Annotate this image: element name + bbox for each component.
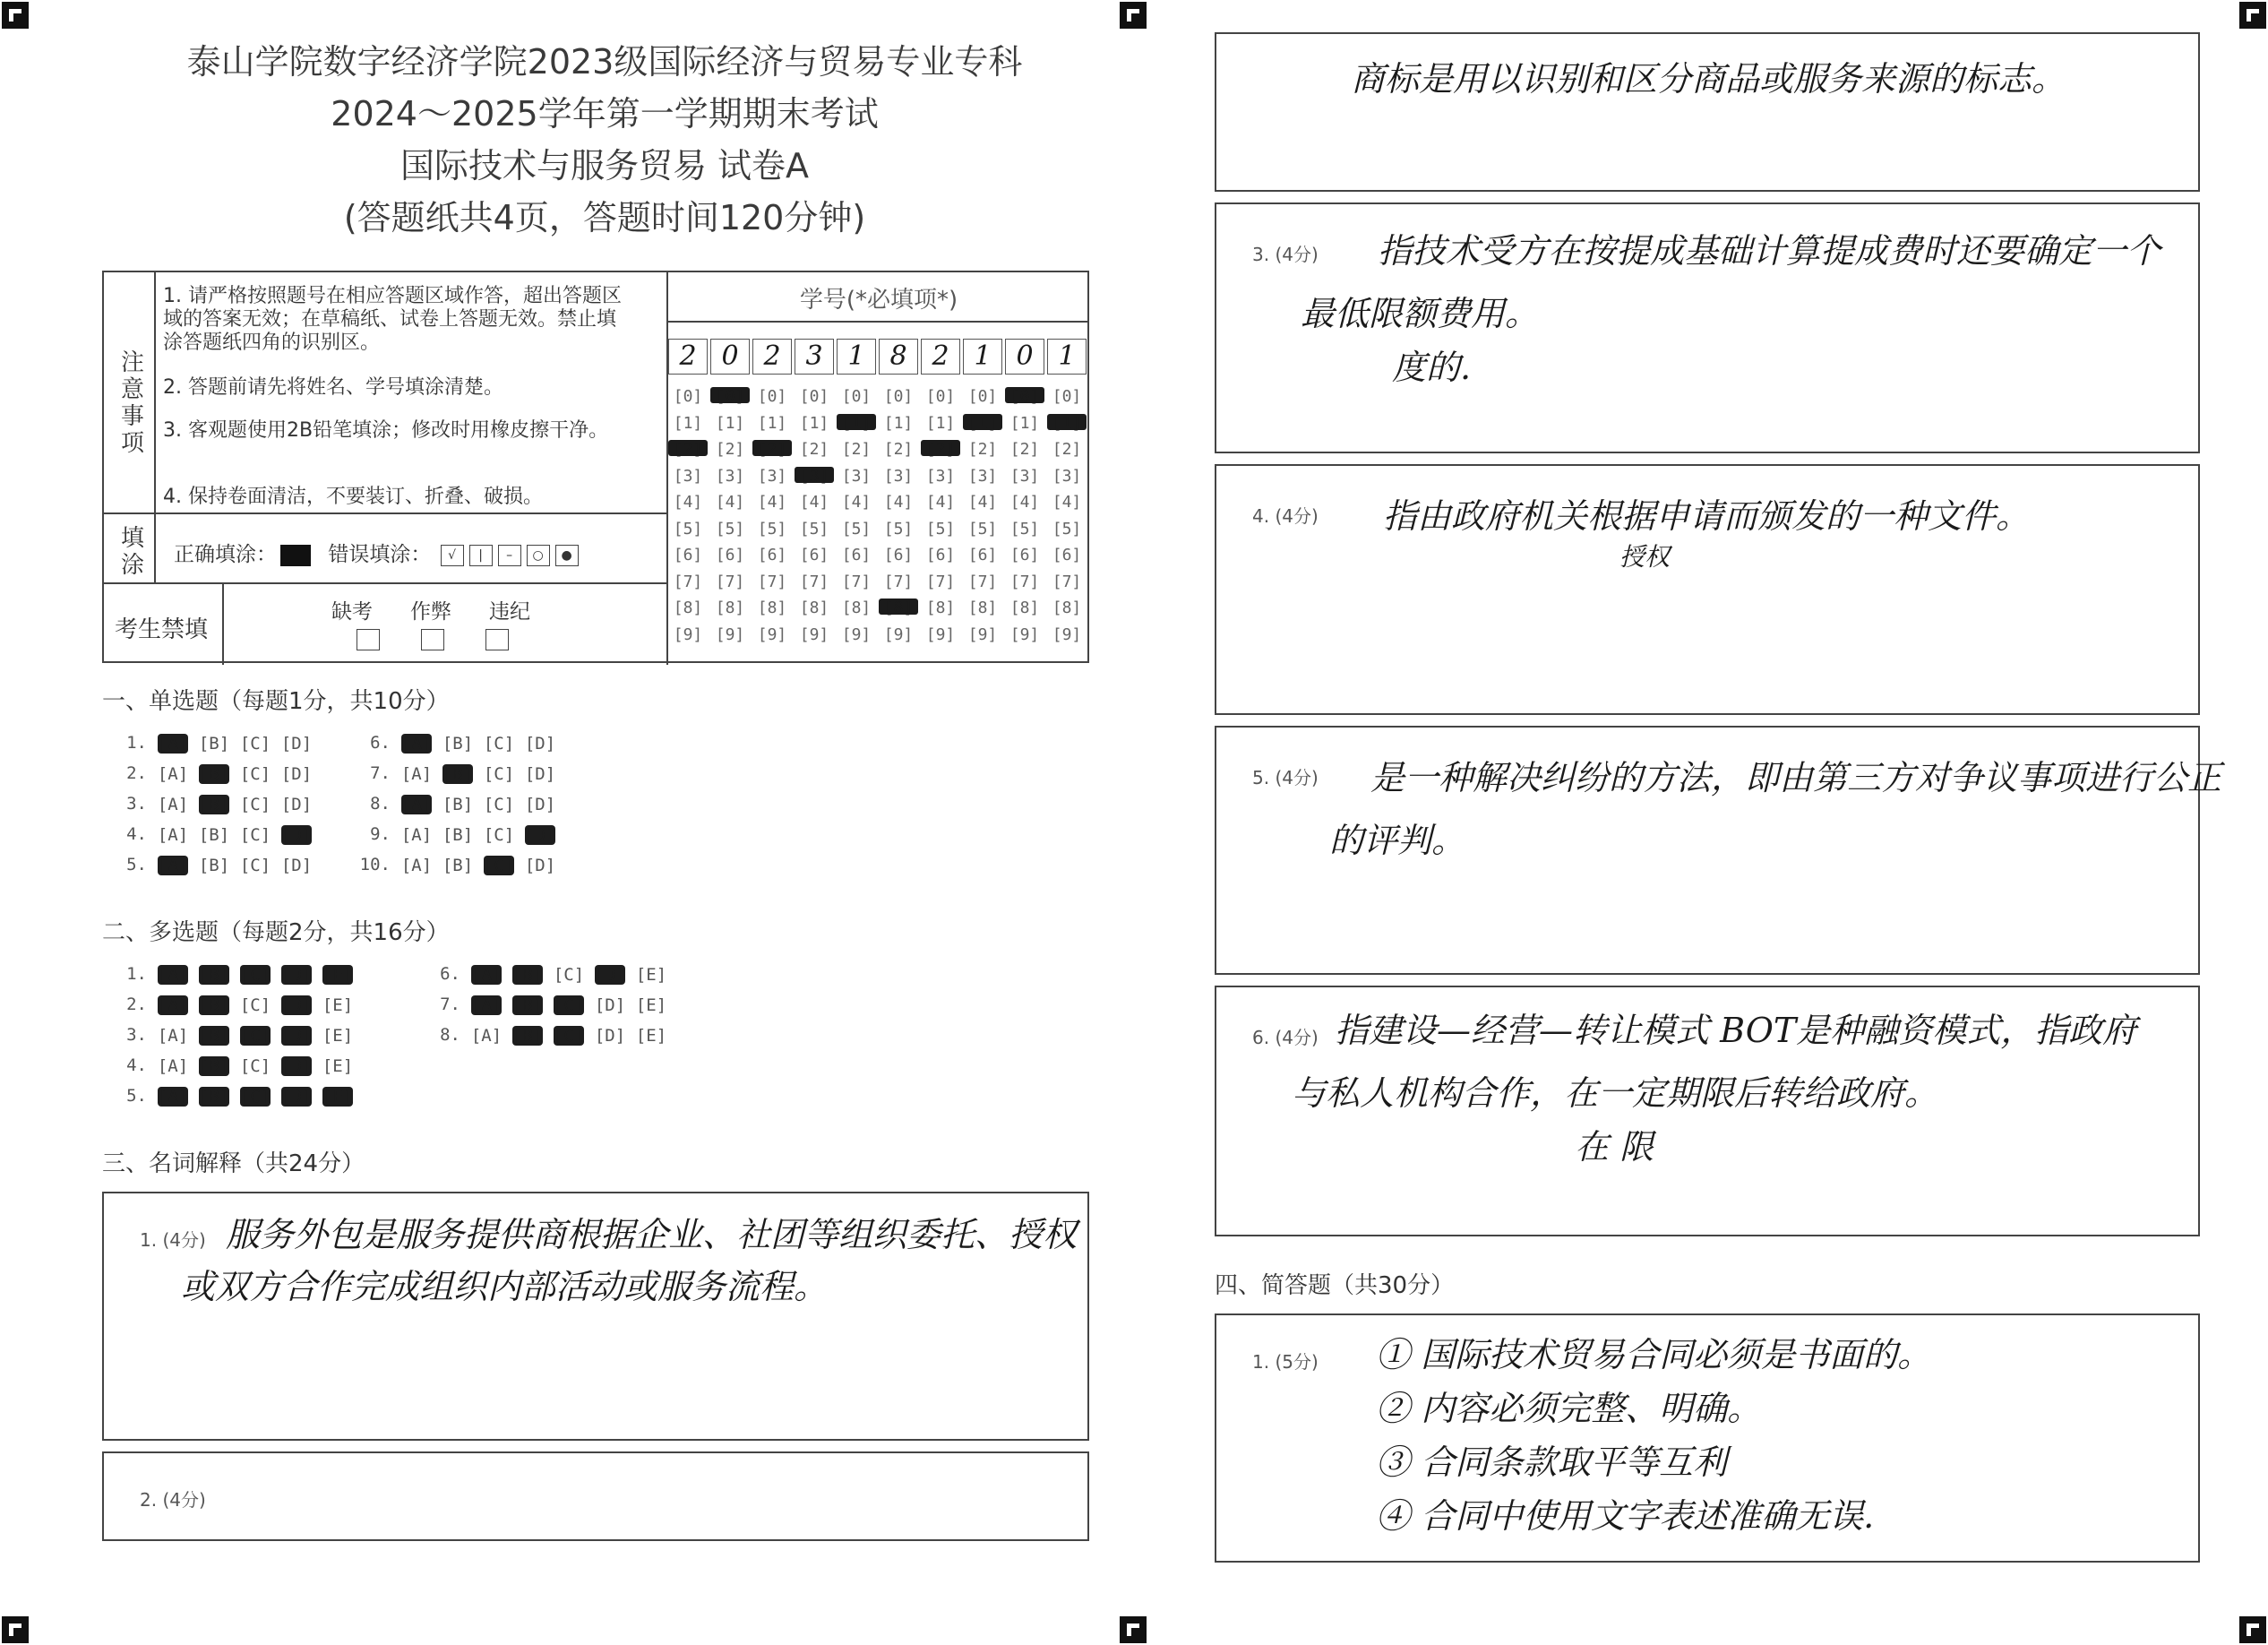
info-block xyxy=(102,271,1089,663)
answer-box-3-5[interactable] xyxy=(1215,726,2222,975)
student-id-digit[interactable]: 1 xyxy=(963,339,1002,375)
option-bubble[interactable]: [C] xyxy=(483,763,515,784)
student-id-bubble[interactable]: [3] xyxy=(673,466,703,486)
student-id-bubble[interactable]: [8] xyxy=(1009,599,1040,617)
handwritten-answer-line: 在 限 xyxy=(1575,1127,1654,1167)
single-choice-row xyxy=(107,733,317,754)
student-id-bubble[interactable]: [5] xyxy=(1052,519,1082,538)
option-bubble[interactable]: [E] xyxy=(635,964,667,985)
single-choice-row xyxy=(107,763,317,784)
question-number: 7. xyxy=(370,763,391,783)
student-id-bubble[interactable]: [9] xyxy=(673,624,703,644)
student-id-bubble[interactable]: [7] xyxy=(967,572,998,591)
single-choice-row xyxy=(351,733,561,754)
absent-checkbox[interactable] xyxy=(357,629,380,650)
option-bubble-filled[interactable]: [A] xyxy=(158,855,189,875)
wrong-fill-label: 错误填涂： xyxy=(328,543,432,566)
option-bubble-filled[interactable]: [A] xyxy=(158,995,189,1015)
student-id-bubble[interactable]: [1] xyxy=(715,413,745,433)
student-id-bubble[interactable]: [3] xyxy=(1052,466,1082,486)
question-label: 1. (4分) xyxy=(140,1229,206,1251)
dot-sample-icon: ● xyxy=(555,545,579,566)
question-label: 6. (4分) xyxy=(1252,1027,1319,1048)
student-id-digit[interactable]: 2 xyxy=(921,339,960,375)
option-bubble[interactable]: [C] xyxy=(239,1055,271,1076)
option-bubble[interactable]: [A] xyxy=(157,763,189,784)
option-bubble[interactable]: [B] xyxy=(198,733,230,754)
student-id-bubble[interactable]: [9] xyxy=(1009,624,1040,644)
student-id-bubble[interactable]: [4] xyxy=(673,493,703,512)
student-id-bubble[interactable]: [8] xyxy=(673,599,703,617)
student-id-bubble-filled[interactable]: [2] xyxy=(668,440,708,456)
student-id-bubble[interactable]: [8] xyxy=(715,599,745,617)
student-id-bubble[interactable]: [3] xyxy=(841,466,872,486)
option-bubble[interactable]: [C] xyxy=(239,733,271,754)
question-number: 8. xyxy=(370,794,391,814)
student-id-bubble[interactable]: [1] xyxy=(925,413,956,433)
student-id-bubble[interactable]: [2] xyxy=(715,440,745,459)
option-bubble[interactable]: [D] xyxy=(594,1025,626,1046)
option-bubble[interactable]: [E] xyxy=(322,1055,354,1076)
option-bubble[interactable]: [D] xyxy=(280,733,313,754)
answer-box-3-4[interactable] xyxy=(1215,464,2200,715)
student-id-bubble[interactable]: [4] xyxy=(883,493,914,512)
question-number: 4. xyxy=(126,1055,147,1075)
handwritten-answer-line: ③ 合同条款取平等互利 xyxy=(1376,1443,1728,1482)
student-id-bubble[interactable]: [0] xyxy=(673,387,703,406)
corner-marker-top-left xyxy=(2,2,29,29)
handwritten-answer-line: ② 内容必须完整、明确。 xyxy=(1376,1389,1762,1428)
student-id-bubble[interactable]: [2] xyxy=(967,440,998,459)
student-id-bubble[interactable]: [6] xyxy=(967,546,998,564)
exam-title-line3: 国际技术与服务贸易 试卷A xyxy=(399,146,810,185)
option-bubble-filled[interactable]: [B] xyxy=(512,1025,544,1046)
option-bubble[interactable]: [A] xyxy=(400,824,433,845)
single-choice-row xyxy=(351,824,561,845)
student-id-bubble[interactable]: [9] xyxy=(967,624,998,644)
student-id-bubble[interactable]: [0] xyxy=(883,387,914,406)
question-number: 7. xyxy=(440,995,460,1014)
option-bubble[interactable]: [C] xyxy=(239,995,271,1015)
exam-title-line2: 2024～2025学年第一学期期末考试 xyxy=(331,94,879,133)
circle-sample-icon: ○ xyxy=(527,545,550,566)
multi-choice-row xyxy=(421,995,672,1015)
student-id-bubble[interactable]: [2] xyxy=(883,440,914,459)
option-bubble[interactable]: [D] xyxy=(280,855,313,875)
student-id-bubble-filled[interactable]: [1] xyxy=(963,414,1002,430)
student-id-bubble-filled[interactable]: [1] xyxy=(1047,414,1087,430)
single-choice-row xyxy=(351,855,561,875)
option-bubble-filled[interactable]: [C] xyxy=(240,1086,271,1107)
student-id-digit[interactable]: 1 xyxy=(1047,339,1087,375)
handwritten-answer-line: 度的. xyxy=(1392,348,1472,387)
student-id-bubble[interactable]: [5] xyxy=(883,519,914,538)
option-bubble-filled[interactable]: [C] xyxy=(554,995,585,1015)
question-number: 4. xyxy=(126,824,147,844)
student-id-bubble[interactable]: [6] xyxy=(841,546,872,564)
student-id-bubble-filled[interactable]: [2] xyxy=(752,440,792,456)
option-bubble-filled[interactable]: [A] xyxy=(471,995,503,1015)
handwritten-answer-line: 商标是用以识别和区分商品或服务来源的标志。 xyxy=(1351,59,2066,99)
multi-choice-row xyxy=(421,1025,672,1046)
option-bubble[interactable]: [A] xyxy=(470,1025,503,1046)
question-label: 1. (5分) xyxy=(1252,1351,1319,1373)
student-id-bubble-filled[interactable]: [0] xyxy=(1005,387,1044,403)
student-id-bubble[interactable]: [1] xyxy=(883,413,914,433)
student-id-bubble[interactable]: [8] xyxy=(1052,599,1082,617)
student-id-bubble[interactable]: [6] xyxy=(1052,546,1082,564)
option-bubble[interactable]: [B] xyxy=(198,855,230,875)
option-bubble[interactable]: [D] xyxy=(524,763,556,784)
student-id-bubble[interactable]: [6] xyxy=(673,546,703,564)
answer-box-3-6[interactable] xyxy=(1215,986,2200,1236)
option-bubble-filled[interactable]: [C] xyxy=(554,1025,585,1046)
student-id-bubble[interactable]: [7] xyxy=(673,572,703,591)
option-bubble[interactable]: [D] xyxy=(280,763,313,784)
student-id-bubble[interactable]: [3] xyxy=(967,466,998,486)
student-id-bubble[interactable]: [7] xyxy=(1052,572,1082,591)
student-id-bubble[interactable]: [0] xyxy=(1052,387,1082,406)
student-id-bubble[interactable]: [5] xyxy=(715,519,745,538)
student-id-bubble[interactable]: [2] xyxy=(1009,440,1040,459)
question-number: 3. xyxy=(126,794,147,814)
student-id-bubble[interactable]: [5] xyxy=(673,519,703,538)
section4-title: 四、简答题（共30分） xyxy=(1215,1272,1455,1299)
student-id-bubble[interactable]: [4] xyxy=(1052,493,1082,512)
question-number: 1. xyxy=(126,964,147,984)
student-id-bubble[interactable]: [4] xyxy=(799,493,829,512)
option-bubble[interactable]: [A] xyxy=(400,763,433,784)
student-id-bubble[interactable]: [5] xyxy=(967,519,998,538)
corner-marker-bottom-left xyxy=(2,1616,29,1643)
option-bubble[interactable]: [C] xyxy=(239,794,271,814)
student-id-bubble[interactable]: [7] xyxy=(715,572,745,591)
student-id-bubble[interactable]: [9] xyxy=(925,624,956,644)
student-id-bubble[interactable]: [6] xyxy=(925,546,956,564)
student-id-bubble[interactable]: [1] xyxy=(673,413,703,433)
option-bubble[interactable]: [D] xyxy=(524,733,556,754)
student-id-bubble[interactable]: [4] xyxy=(925,493,956,512)
question-number: 3. xyxy=(126,1025,147,1045)
violation-checkbox[interactable] xyxy=(485,629,509,650)
option-bubble-filled[interactable]: [A] xyxy=(471,964,503,985)
option-bubble-filled[interactable]: [A] xyxy=(158,1086,189,1107)
student-id-digit[interactable]: 2 xyxy=(668,339,708,375)
notice-item-2: 2. 答题前请先将姓名、学号填涂清楚。 xyxy=(163,376,503,399)
single-choice-row xyxy=(107,824,317,845)
student-id-digit[interactable]: 8 xyxy=(879,339,918,375)
multi-choice-row xyxy=(107,1086,358,1107)
option-bubble[interactable]: [C] xyxy=(483,794,515,814)
fill-label: 填涂 xyxy=(120,525,144,579)
option-bubble[interactable]: [A] xyxy=(400,855,433,875)
student-id-digit[interactable]: 3 xyxy=(795,339,834,375)
option-bubble[interactable]: [B] xyxy=(442,794,474,814)
question-label: 3. (4分) xyxy=(1252,244,1319,265)
student-id-bubble-filled[interactable]: [0] xyxy=(710,387,750,403)
exam-title-line4: (答题纸共4页，答题时间120分钟) xyxy=(343,198,866,237)
corner-marker-bottom-center xyxy=(1120,1616,1147,1643)
option-bubble[interactable]: [D] xyxy=(280,794,313,814)
student-id-bubble[interactable]: [7] xyxy=(841,572,872,591)
option-bubble[interactable]: [A] xyxy=(157,794,189,814)
handwritten-answer-line: 服务外包是服务提供商根据企业、社团等组织委托、授权 xyxy=(226,1215,1078,1254)
answer-box-3-3[interactable] xyxy=(1215,202,2200,453)
check-mark-sample-icon: √ xyxy=(441,545,464,566)
student-id-digit[interactable]: 0 xyxy=(1005,339,1044,375)
question-number: 2. xyxy=(126,763,147,783)
option-bubble[interactable]: [A] xyxy=(157,824,189,845)
corner-marker-top-right xyxy=(2239,2,2266,29)
student-id-bubble[interactable]: [4] xyxy=(1009,493,1040,512)
option-bubble[interactable]: [C] xyxy=(239,855,271,875)
option-bubble-filled[interactable]: [C] xyxy=(484,855,515,875)
option-bubble-filled[interactable]: [D] xyxy=(525,824,556,845)
option-bubble[interactable]: [B] xyxy=(442,855,474,875)
option-bubble[interactable]: [C] xyxy=(483,733,515,754)
student-id-bubble-filled[interactable]: [2] xyxy=(921,440,960,456)
option-bubble[interactable]: [E] xyxy=(635,1025,667,1046)
option-bubble-filled[interactable]: [B] xyxy=(442,763,474,784)
question-label: 5. (4分) xyxy=(1252,767,1319,788)
student-id-bubble[interactable]: [8] xyxy=(757,599,787,617)
option-bubble[interactable]: [B] xyxy=(198,824,230,845)
student-id-bubble[interactable]: [8] xyxy=(967,599,998,617)
student-id-bubble[interactable]: [0] xyxy=(925,387,956,406)
question-number: 8. xyxy=(440,1025,460,1045)
forbidden-label: 考生禁填 xyxy=(115,616,209,643)
handwritten-answer-line: 或双方合作完成组织内部活动或服务流程。 xyxy=(181,1267,829,1306)
option-bubble[interactable]: [C] xyxy=(553,964,585,985)
student-id-bubble[interactable]: [4] xyxy=(967,493,998,512)
student-id-bubble-filled[interactable]: [1] xyxy=(837,414,876,430)
question-number: 10. xyxy=(359,855,391,874)
student-id-bubble[interactable]: [6] xyxy=(799,546,829,564)
question-label: 2. (4分) xyxy=(140,1489,206,1511)
single-choice-row xyxy=(107,855,317,875)
student-id-bubble[interactable]: [8] xyxy=(799,599,829,617)
student-id-bubble-filled[interactable]: [8] xyxy=(879,599,918,615)
student-id-digit[interactable]: 1 xyxy=(837,339,876,375)
student-id-bubble[interactable]: [6] xyxy=(883,546,914,564)
student-id-bubble[interactable]: [0] xyxy=(799,387,829,406)
question-number: 1. xyxy=(126,733,147,753)
student-id-bubble[interactable]: [2] xyxy=(799,440,829,459)
question-number: 6. xyxy=(370,733,391,753)
student-id-bubble[interactable]: [9] xyxy=(715,624,745,644)
student-id-bubble[interactable]: [1] xyxy=(799,413,829,433)
question-number: 5. xyxy=(126,1086,147,1106)
option-bubble-filled[interactable]: [D] xyxy=(595,964,626,985)
multi-choice-row xyxy=(107,1055,358,1076)
student-id-bubble[interactable]: [6] xyxy=(1009,546,1040,564)
student-id-bubble[interactable]: [1] xyxy=(757,413,787,433)
single-choice-row xyxy=(107,794,317,814)
multi-choice-row xyxy=(107,995,358,1015)
handwritten-answer-line: ④ 合同中使用文字表述准确无误. xyxy=(1376,1496,1875,1536)
section1-title: 一、单选题（每题1分，共10分） xyxy=(102,688,450,715)
student-id-bubble-filled[interactable]: [3] xyxy=(795,467,834,483)
student-id-bubble[interactable]: [9] xyxy=(799,624,829,644)
notice-label: 注意事项 xyxy=(120,349,144,457)
answer-box-3-2-continued[interactable] xyxy=(1215,32,2200,192)
option-bubble[interactable]: [B] xyxy=(442,824,474,845)
handwritten-answer-line: 与私人机构合作，在一定期限后转给政府。 xyxy=(1292,1073,1939,1113)
notice-item-1: 1. 请严格按照题号在相应答题区域作答，超出答题区域的答案无效；在草稿纸、试卷上答题无效。禁止填涂答题纸四角的识别区。 xyxy=(163,285,622,354)
option-bubble[interactable]: [A] xyxy=(157,1055,189,1076)
student-id-bubble[interactable]: [7] xyxy=(799,572,829,591)
option-bubble[interactable]: [D] xyxy=(524,855,556,875)
option-bubble-filled[interactable]: [A] xyxy=(158,964,189,985)
student-id-bubble[interactable]: [3] xyxy=(925,466,956,486)
student-id-bubble[interactable]: [3] xyxy=(883,466,914,486)
option-bubble-filled[interactable]: [D] xyxy=(281,964,313,985)
option-bubble-filled[interactable]: [B] xyxy=(199,964,230,985)
option-bubble-filled[interactable]: [D] xyxy=(281,824,313,845)
handwritten-answer-line: 最低限额费用。 xyxy=(1301,294,1540,333)
student-id-bubble[interactable]: [4] xyxy=(757,493,787,512)
student-id-bubble[interactable]: [6] xyxy=(715,546,745,564)
handwritten-answer-line: ① 国际技术贸易合同必须是书面的。 xyxy=(1376,1335,1932,1374)
student-id-bubble[interactable]: [6] xyxy=(757,546,787,564)
option-bubble[interactable]: [C] xyxy=(483,824,515,845)
option-bubble[interactable]: [D] xyxy=(524,794,556,814)
option-bubble[interactable]: [C] xyxy=(239,824,271,845)
multi-choice-row xyxy=(107,964,358,985)
option-bubble-filled[interactable]: [B] xyxy=(512,964,544,985)
single-choice-row xyxy=(351,794,561,814)
option-bubble-filled[interactable]: [D] xyxy=(281,1086,313,1107)
option-bubble-filled[interactable]: [A] xyxy=(401,794,433,814)
dash-sample-icon: – xyxy=(498,545,521,566)
student-id-bubble[interactable]: [1] xyxy=(1009,413,1040,433)
option-bubble[interactable]: [A] xyxy=(157,1025,189,1046)
question-number: 5. xyxy=(126,855,147,874)
student-id-bubble[interactable]: [5] xyxy=(799,519,829,538)
student-id-bubble[interactable]: [2] xyxy=(1052,440,1082,459)
notice-item-3: 3. 客观题使用2B铅笔填涂；修改时用橡皮擦干净。 xyxy=(163,419,609,442)
student-id-bubble[interactable]: [0] xyxy=(841,387,872,406)
exam-title-line1: 泰山学院数字经济学院2023级国际经济与贸易专业专科 xyxy=(186,42,1023,82)
question-number: 9. xyxy=(370,824,391,844)
student-id-bubble[interactable]: [7] xyxy=(1009,572,1040,591)
option-bubble-filled[interactable]: [B] xyxy=(199,995,230,1015)
student-id-bubble[interactable]: [7] xyxy=(757,572,787,591)
question-number: 6. xyxy=(440,964,460,984)
option-bubble[interactable]: [E] xyxy=(635,995,667,1015)
corner-marker-bottom-right xyxy=(2239,1616,2266,1643)
student-id-bubble[interactable]: [2] xyxy=(841,440,872,459)
option-bubble-filled[interactable]: [B] xyxy=(512,995,544,1015)
option-bubble-filled[interactable]: [C] xyxy=(240,964,271,985)
fill-example-row xyxy=(174,538,581,567)
corner-marker-top-center xyxy=(1120,2,1147,29)
student-id-bubble[interactable]: [7] xyxy=(883,572,914,591)
student-id-bubble[interactable]: [5] xyxy=(925,519,956,538)
student-id-bubble[interactable]: [9] xyxy=(1052,624,1082,644)
student-id-bubble[interactable]: [9] xyxy=(757,624,787,644)
student-id-bubble[interactable]: [0] xyxy=(757,387,787,406)
option-bubble-filled[interactable]: [D] xyxy=(281,1055,313,1076)
student-id-bubble[interactable]: [5] xyxy=(1009,519,1040,538)
student-id-bubble[interactable]: [3] xyxy=(757,466,787,486)
option-bubble-filled[interactable]: [B] xyxy=(199,763,230,784)
handwritten-answer-line: 指由政府机关根据申请而颁发的一种文件。 xyxy=(1383,496,2031,536)
option-bubble-filled[interactable]: [A] xyxy=(158,733,189,754)
option-bubble-filled[interactable]: [B] xyxy=(199,1055,230,1076)
option-bubble[interactable]: [E] xyxy=(322,995,354,1015)
option-bubble-filled[interactable]: [A] xyxy=(401,733,433,754)
student-id-bubble[interactable]: [5] xyxy=(757,519,787,538)
option-bubble-filled[interactable]: [B] xyxy=(199,1086,230,1107)
section3-title: 三、名词解释（共24分） xyxy=(102,1150,365,1177)
violation-label: 违纪 xyxy=(489,600,530,624)
cheat-label: 作弊 xyxy=(410,600,451,624)
option-bubble-filled[interactable]: [B] xyxy=(199,794,230,814)
option-bubble[interactable]: [D] xyxy=(594,995,626,1015)
option-bubble-filled[interactable]: [E] xyxy=(322,1086,354,1107)
student-id-bubble[interactable]: [3] xyxy=(715,466,745,486)
student-id-bubble[interactable]: [5] xyxy=(841,519,872,538)
option-bubble-filled[interactable]: [D] xyxy=(281,995,313,1015)
answer-box-3-1[interactable] xyxy=(102,1192,1089,1441)
answer-box-3-2[interactable] xyxy=(102,1451,1089,1541)
student-id-bubble[interactable]: [9] xyxy=(883,624,914,644)
multi-choice-row xyxy=(421,964,672,985)
student-id-bubble[interactable]: [9] xyxy=(841,624,872,644)
student-id-bubble[interactable]: [3] xyxy=(1009,466,1040,486)
absent-label: 缺考 xyxy=(331,600,373,624)
student-id-bubble[interactable]: [0] xyxy=(967,387,998,406)
option-bubble[interactable]: [C] xyxy=(239,763,271,784)
student-id-digit[interactable]: 2 xyxy=(752,339,792,375)
student-id-title: 学号(*必填项*) xyxy=(799,287,958,314)
section2-title: 二、多选题（每题2分，共16分） xyxy=(102,919,450,946)
question-number: 2. xyxy=(126,995,147,1014)
handwritten-answer-line: 的评判。 xyxy=(1329,821,1466,860)
student-id-bubble[interactable]: [4] xyxy=(715,493,745,512)
student-id-bubble[interactable]: [7] xyxy=(925,572,956,591)
student-id-digit[interactable]: 0 xyxy=(710,339,750,375)
multi-choice-row xyxy=(107,1025,358,1046)
handwritten-answer-line: 是一种解决纠纷的方法，即由第三方对争议事项进行公正 xyxy=(1370,758,2222,797)
option-bubble[interactable]: [B] xyxy=(442,733,474,754)
correct-fill-sample xyxy=(280,545,311,566)
question-label: 4. (4分) xyxy=(1252,505,1319,527)
half-box-sample-icon: | xyxy=(469,545,493,566)
option-bubble-filled[interactable]: [C] xyxy=(240,1025,271,1046)
notice-item-4: 4. 保持卷面清洁，不要装订、折叠、破损。 xyxy=(163,486,543,508)
handwritten-answer-line: 指建设—经营—转让模式 BOT是种融资模式，指政府 xyxy=(1335,1011,2137,1050)
student-id-bubble[interactable]: [4] xyxy=(841,493,872,512)
handwritten-correction: 授权 xyxy=(1619,542,1671,572)
option-bubble-filled[interactable]: [D] xyxy=(281,1025,313,1046)
option-bubble-filled[interactable]: [B] xyxy=(199,1025,230,1046)
option-bubble-filled[interactable]: [E] xyxy=(322,964,354,985)
single-choice-row xyxy=(351,763,561,784)
cheat-checkbox[interactable] xyxy=(421,629,444,650)
correct-fill-label: 正确填涂： xyxy=(174,543,277,566)
answer-box-4-1[interactable] xyxy=(1215,1313,2200,1563)
student-id-bubble[interactable]: [8] xyxy=(841,599,872,617)
option-bubble[interactable]: [E] xyxy=(322,1025,354,1046)
student-id-bubble[interactable]: [8] xyxy=(925,599,956,617)
handwritten-answer-line: 指技术受方在按提成基础计算提成费时还要确定一个 xyxy=(1378,231,2161,271)
